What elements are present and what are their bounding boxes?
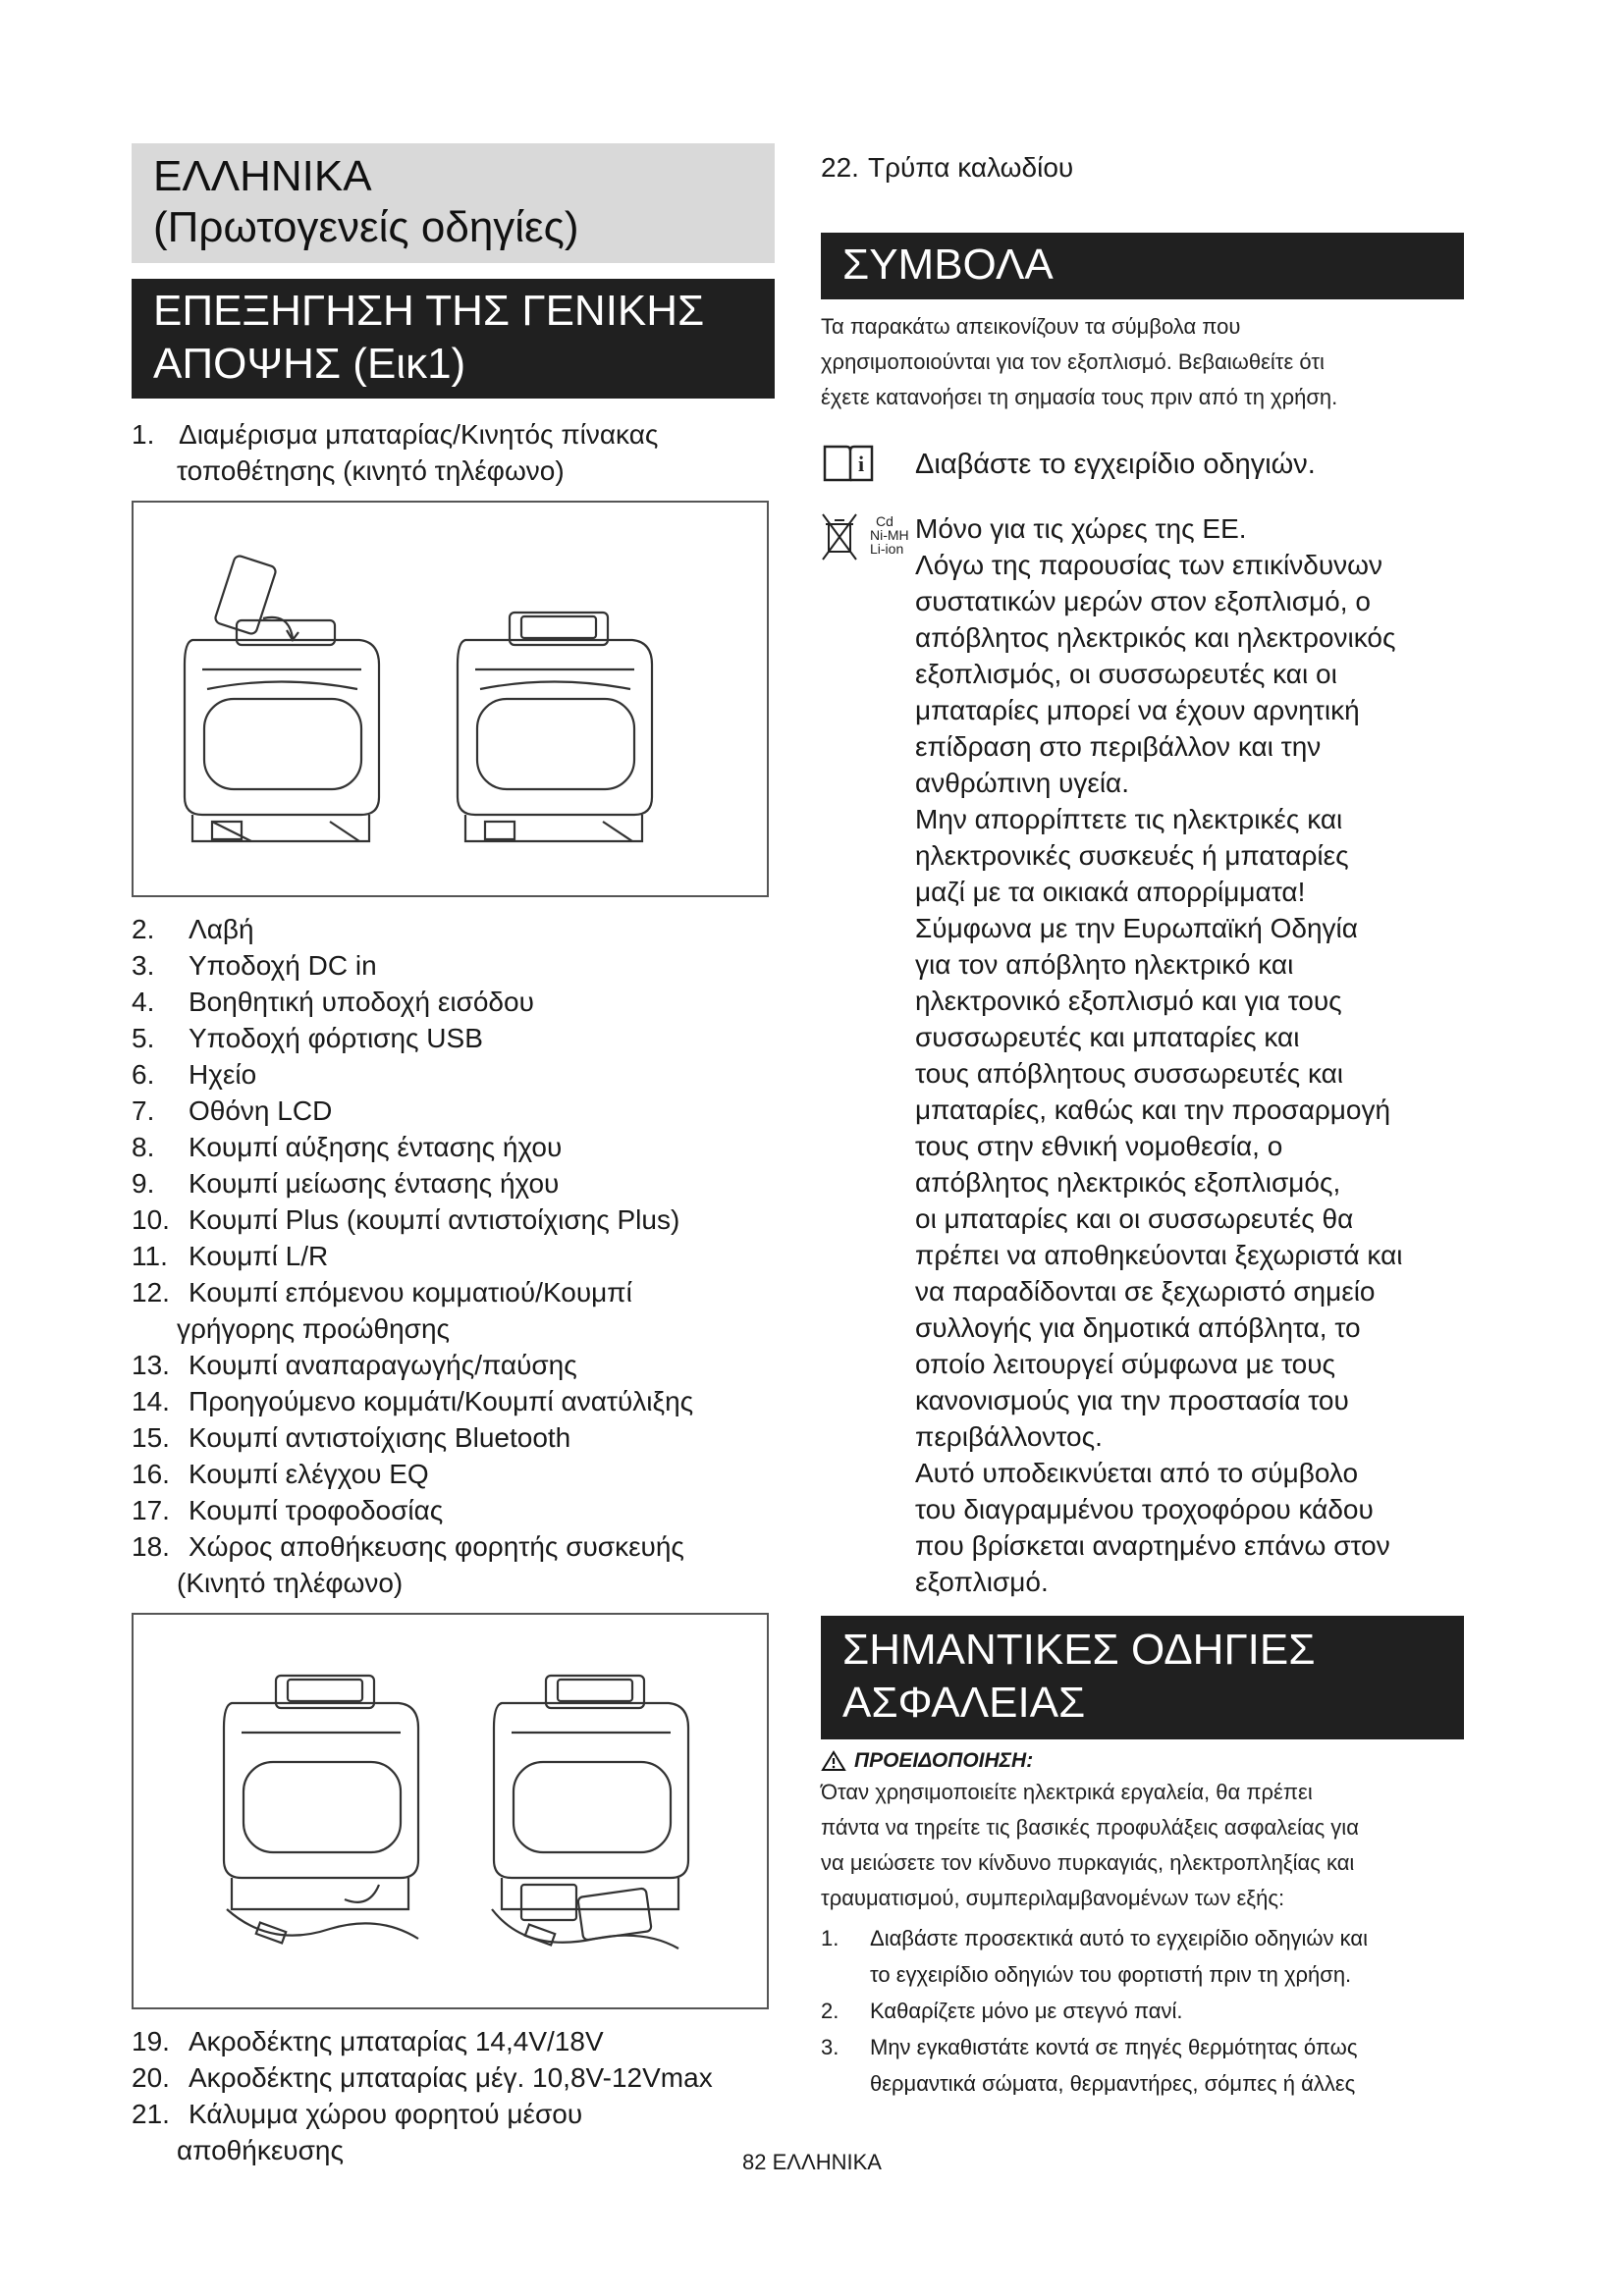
weee-text: Μόνο για τις χώρες της ΕΕ. Λόγω της παρουσίας των επικίνδυνων συστατικών μερών στον εξοπλισμό, ο απόβλητος ηλεκτρικός και ηλεκτρονικός εξοπλισμός, οι συσσωρευτές και οι μπαταρίες μπορεί να έχουν αρνητική επίδραση στο περιβάλλον και την ανθρώπινη υγεία. Μην απορρίπτετε τις ηλεκτρικές και ηλεκτρονικές συσκευές ή μπαταρίες μαζί με τα οικιακά απορρίμματα! Σύμφωνα με την Ευρωπαϊκή Οδηγία για τον απόβλητο ηλεκτρικό και ηλεκτρονικό εξοπλισμό και για τους συσσωρευτές και μπαταρίες και τους απόβλητους συσσωρευτές και μπαταρίες, καθώς και την προσαρμογή τους στην εθνική νομοθεσία, ο απόβλητος ηλεκτρικός εξοπλισμός, οι μπαταρίες και οι συσσωρευτές θα πρέπει να αποθηκεύονται ξεχωριστά και να παραδίδονται σε ξεχωριστό σημείο συλλογής για δημοτικά απόβλητα, το οποίο λειτουργεί σύμφωνα με τους κανονισμούς για την προστασία του περιβάλλοντος. Αυτό υποδεικνύεται από το σύμβολο του διαγραμμένου τροχοφόρου κάδου που βρίσκεται αναρτημένο επάνω στον εξοπλισμό. <box>915 513 1403 1597</box>
list-item: 15. Κουμπί αντιστοίχισης Bluetooth <box>132 1422 571 1453</box>
list-item: 1. Διαβάστε προσεκτικά αυτό το εγχειρίδιο οδηγιών και το εγχειρίδιο οδηγιών του φορτιστή πριν τη χρήση. <box>821 1926 1368 1987</box>
list-item: 16. Κουμπί ελέγχου EQ <box>132 1459 429 1489</box>
svg-text:Ni-MH: Ni-MH <box>870 527 909 543</box>
speaker-illustration-2 <box>134 1615 767 2007</box>
list-item: 9. Κουμπί μείωσης έντασης ήχου <box>132 1168 560 1199</box>
symbols-heading: ΣΥΜΒΟΛΑ <box>821 233 1464 299</box>
heading-line-2: ΑΠΟΨΗΣ (Εικ1) <box>153 340 466 388</box>
svg-text:Li-ion: Li-ion <box>870 541 904 557</box>
heading-line-1: ΕΠΕΞΗΓΗΣΗ ΤΗΣ ΓΕΝΙΚΗΣ <box>153 287 705 335</box>
list-item: 13. Κουμπί αναπαραγωγής/παύσης <box>132 1350 577 1380</box>
page-footer: 82 ΕΛΛΗΝΙΚΑ <box>742 2150 882 2174</box>
svg-text:Cd: Cd <box>876 513 893 529</box>
parts-list-b <box>132 911 775 1601</box>
language-header <box>132 143 775 263</box>
list-item: 5. Υποδοχή φόρτισης USB <box>132 1023 483 1053</box>
list-item: 10. Κουμπί Plus (κουμπί αντιστοίχισης Plus) <box>132 1204 680 1235</box>
weee-row <box>821 510 1464 1600</box>
list-item: 19. Ακροδέκτης μπαταρίας 14,4V/18V <box>132 2026 604 2056</box>
left-column <box>132 143 775 2168</box>
warning-triangle-icon <box>821 1750 846 1772</box>
symbols-intro: Τα παρακάτω απεικονίζουν τα σύμβολα που χρησιμοποιούνται για τον εξοπλισμό. Βεβαιωθείτε ότι έχετε κατανοήσει τη σημασία τους πριν από τη χρήση. <box>821 314 1338 409</box>
warning-label: ΠΡΟΕΙΔΟΠΟΙΗΣΗ: <box>821 1749 1464 1773</box>
list-item: 4. Βοηθητική υποδοχή εισόδου <box>132 987 534 1017</box>
speaker-illustration-1 <box>134 503 767 895</box>
figure-1-storage-compartment <box>132 1613 769 2009</box>
right-column <box>821 143 1464 2102</box>
crossed-bin-icon <box>821 510 915 574</box>
list-item: 3. Μην εγκαθιστάτε κοντά σε πηγές θερμότητας όπως θερμαντικά σώματα, θερμαντήρες, σόμπες ή άλλες <box>821 2035 1358 2096</box>
list-item: 11. Κουμπί L/R <box>132 1241 329 1271</box>
list-item: 14. Προηγούμενο κομμάτι/Κουμπί ανατύλιξης <box>132 1386 694 1416</box>
read-manual-row <box>821 441 1464 489</box>
list-item: 21. Κάλυμμα χώρου φορητού μέσου αποθήκευσης <box>132 2099 583 2165</box>
list-item: 12. Κουμπί επόμενου κομματιού/Κουμπί γρήγορης προώθησης <box>132 1277 632 1344</box>
language-subtitle: (Πρωτογενείς οδηγίες) <box>153 203 579 251</box>
read-manual-icon <box>821 441 915 489</box>
parts-list-c <box>132 2023 775 2168</box>
language-title: ΕΛΛΗΝΙΚΑ <box>153 152 372 200</box>
list-item: 2. Καθαρίζετε μόνο με στεγνό πανί. <box>821 1999 1183 2023</box>
svg-text:i: i <box>857 452 865 476</box>
list-item: 17. Κουμπί τροφοδοσίας <box>132 1495 444 1525</box>
list-item: 1. Διαμέρισμα μπαταρίας/Κινητός πίνακας τοποθέτησης (κινητό τηλέφωνο) <box>132 419 659 486</box>
list-item: 18. Χώρος αποθήκευσης φορητής συσκευής (Κινητό τηλέφωνο) <box>132 1531 684 1598</box>
safety-intro: Όταν χρησιμοποιείτε ηλεκτρικά εργαλεία, θα πρέπει πάντα να τηρείτε τις βασικές προφυλάξεις ασφαλείας για να μειώσετε τον κίνδυνο πυρκαγιάς, ηλεκτροπληξίας και τραυματισμού, συμπεριλαμβανομένων των εξής: <box>821 1780 1359 1910</box>
list-item: 20. Ακροδέκτης μπαταρίας μέγ. 10,8V-12Vmax <box>132 2062 713 2093</box>
list-item: 7. Οθόνη LCD <box>132 1095 333 1126</box>
list-item: 3. Υποδοχή DC in <box>132 950 377 981</box>
safety-list <box>821 1920 1464 2102</box>
parts-list-d <box>821 149 1464 186</box>
safety-heading: ΣΗΜΑΝΤΙΚΕΣ ΟΔΗΓΙΕΣ ΑΣΦΑΛΕΙΑΣ <box>821 1616 1464 1739</box>
read-manual-text: Διαβάστε το εγχειρίδιο οδηγιών. <box>915 449 1316 480</box>
list-item: 8. Κουμπί αύξησης έντασης ήχου <box>132 1132 563 1162</box>
figure-1-speaker-phone-placement <box>132 501 769 897</box>
list-item: 6. Ηχείο <box>132 1059 257 1090</box>
list-item: 2. Λαβή <box>132 914 254 944</box>
parts-list-a <box>132 416 775 489</box>
general-view-heading <box>132 279 775 399</box>
list-item: 22. Τρύπα καλωδίου <box>821 152 1074 183</box>
